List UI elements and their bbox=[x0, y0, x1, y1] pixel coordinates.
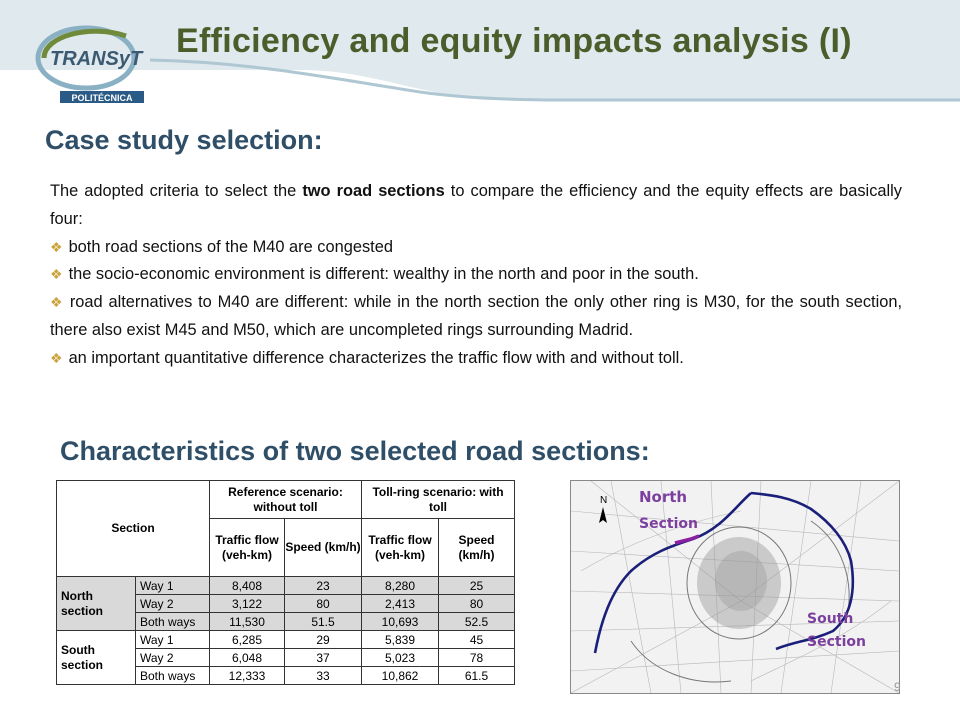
table-cell: Way 2 bbox=[136, 649, 210, 667]
map-graphic bbox=[571, 481, 899, 693]
bullet-item: ❖ both road sections of the M40 are congested bbox=[50, 237, 393, 256]
table-cell: 10,862 bbox=[362, 667, 439, 685]
madrid-road-map bbox=[570, 480, 900, 694]
diamond-bullet-icon: ❖ bbox=[50, 349, 63, 366]
diamond-bullet-icon: ❖ bbox=[50, 266, 63, 283]
north-section-label: North section bbox=[57, 577, 136, 631]
page-number: 9 bbox=[894, 680, 901, 694]
south-section-map-label-2: Section bbox=[807, 634, 866, 650]
speed-header: Speed (km/h) bbox=[439, 519, 515, 577]
table-cell: Way 1 bbox=[136, 631, 210, 649]
table-cell: 11,530 bbox=[210, 613, 285, 631]
table-row bbox=[57, 631, 515, 649]
table-cell: 29 bbox=[285, 631, 362, 649]
table-cell: 80 bbox=[285, 595, 362, 613]
south-section-label: South section bbox=[57, 631, 136, 685]
diamond-bullet-icon: ❖ bbox=[50, 294, 64, 311]
table-cell: 12,333 bbox=[210, 667, 285, 685]
table-cell: 6,048 bbox=[210, 649, 285, 667]
table-cell: 3,122 bbox=[210, 595, 285, 613]
reference-header: Reference scenario: without toll bbox=[210, 481, 362, 519]
table-cell: 51.5 bbox=[285, 613, 362, 631]
table-cell: 8,408 bbox=[210, 577, 285, 595]
logo-wordmark: TRANSyT bbox=[50, 48, 143, 70]
criteria-text bbox=[50, 178, 902, 373]
table-cell: 5,839 bbox=[362, 631, 439, 649]
bullet-item: ❖ road alternatives to M40 are different: while in the north section the only other ring is M30, for the south section, there also exist M45 and M50, which are uncompleted rings surrounding Madrid. bbox=[50, 293, 902, 339]
compass-n-label: N bbox=[600, 495, 608, 506]
case-study-heading: Case study selection: bbox=[45, 125, 323, 155]
bullet-item: ❖ an important quantitative difference characterizes the traffic flow with and without toll. bbox=[50, 348, 684, 367]
table-cell: Way 2 bbox=[136, 595, 210, 613]
transyt-logo bbox=[30, 18, 160, 108]
table-cell: 23 bbox=[285, 577, 362, 595]
north-section-map-label-2: Section bbox=[639, 516, 698, 532]
table-cell: 78 bbox=[439, 649, 515, 667]
table-cell: 33 bbox=[285, 667, 362, 685]
table-cell: 6,285 bbox=[210, 631, 285, 649]
intro-paragraph: The adopted criteria to select the two road sections to compare the efficiency and the equity effects are basically four: bbox=[50, 182, 902, 228]
table-cell: 10,693 bbox=[362, 613, 439, 631]
north-section-map-label: North bbox=[639, 488, 688, 506]
table-cell: 2,413 bbox=[362, 595, 439, 613]
table-cell: 5,023 bbox=[362, 649, 439, 667]
table-cell: 25 bbox=[439, 577, 515, 595]
diamond-bullet-icon: ❖ bbox=[50, 238, 63, 255]
table-cell: Both ways bbox=[136, 667, 210, 685]
section-header: Section bbox=[57, 481, 210, 577]
table-cell: 80 bbox=[439, 595, 515, 613]
characteristics-heading: Characteristics of two selected road sections: bbox=[60, 436, 650, 466]
table-cell: Way 1 bbox=[136, 577, 210, 595]
table-cell: 52.5 bbox=[439, 613, 515, 631]
table-cell: Both ways bbox=[136, 613, 210, 631]
table-cell: 61.5 bbox=[439, 667, 515, 685]
table-cell: 45 bbox=[439, 631, 515, 649]
page-title: Efficiency and equity impacts analysis (I) bbox=[176, 22, 852, 60]
south-section-map-label: South bbox=[807, 611, 854, 627]
bullet-item: ❖ the socio-economic environment is different: wealthy in the north and poor in the south. bbox=[50, 265, 699, 284]
table-cell: 8,280 bbox=[362, 577, 439, 595]
traffic-flow-header: Traffic flow (veh-km) bbox=[362, 519, 439, 577]
toll-header: Toll-ring scenario: with toll bbox=[362, 481, 515, 519]
table-row bbox=[57, 577, 515, 595]
logo-subtext: POLITÉCNICA bbox=[71, 93, 133, 103]
speed-header: Speed (km/h) bbox=[285, 519, 362, 577]
traffic-flow-header: Traffic flow (veh-km) bbox=[210, 519, 285, 577]
road-sections-table bbox=[56, 480, 515, 685]
table-cell: 37 bbox=[285, 649, 362, 667]
